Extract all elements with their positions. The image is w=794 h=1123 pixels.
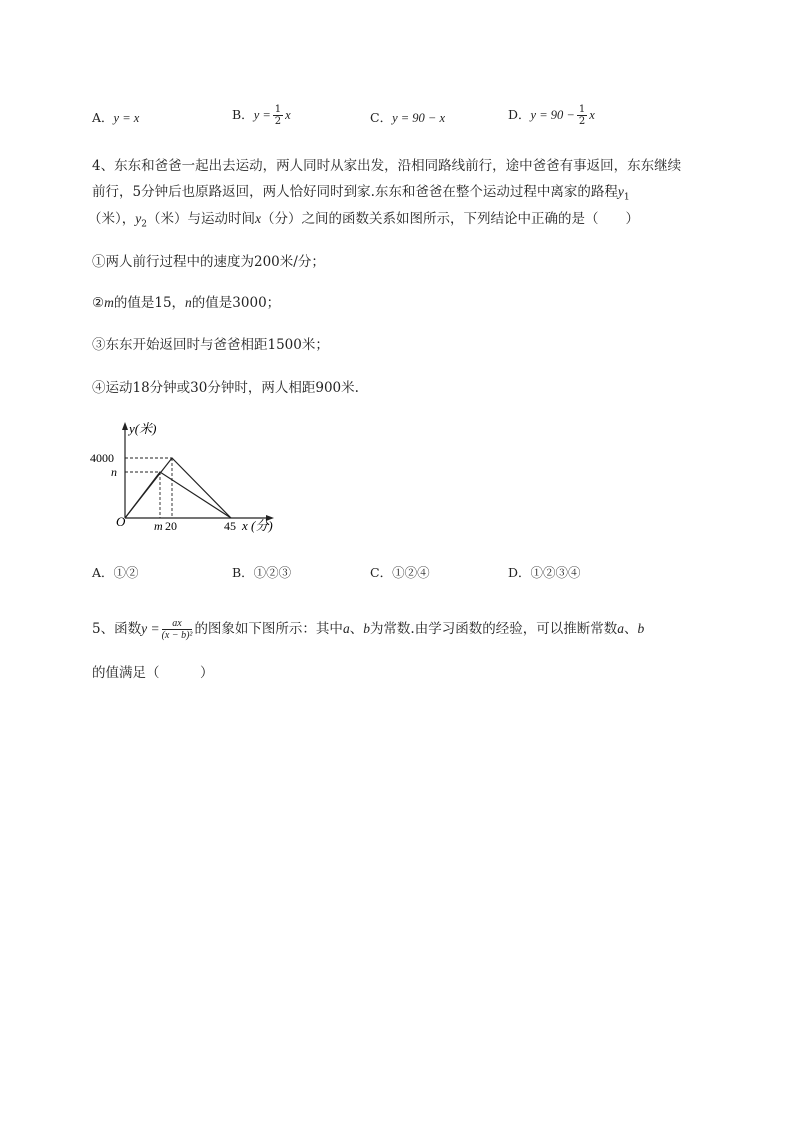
origin-label: O	[116, 514, 126, 529]
q3-option-c	[370, 108, 445, 126]
fraction-numerator: ax	[162, 618, 193, 630]
q4-option-a: A．①②	[92, 565, 139, 580]
option-expression-tail: x	[285, 108, 291, 122]
fraction	[273, 104, 283, 127]
var-m: m	[104, 295, 114, 310]
q4-stem-line-3	[88, 207, 728, 237]
option-expression: y = 90 − x	[392, 111, 446, 125]
x-axis-label: x (分)	[242, 518, 273, 533]
function-lhs: y =	[141, 621, 160, 636]
distance-time-graph	[84, 418, 294, 538]
dad-line	[125, 472, 231, 518]
tick-4000: 4000	[90, 451, 114, 465]
option-label: C．	[370, 110, 393, 125]
fraction-numerator: 1	[274, 104, 282, 115]
q4-statement-3: ③东东开始返回时与爸爸相距1500米；	[92, 337, 329, 353]
option-expression: y = 90 −	[530, 108, 575, 122]
q4-option-c: C．①②④	[370, 565, 430, 580]
option-label: D．	[508, 107, 531, 122]
subscript: 2	[141, 219, 147, 230]
var-b: b	[363, 621, 370, 636]
option-expression: y = x	[113, 111, 140, 125]
q5-text: 5、函数	[92, 621, 142, 637]
q4-stem-text: （分）之间的函数关系如图所示，下列结论中正确的是（ ）	[260, 211, 639, 227]
fraction-denominator: 2	[578, 116, 586, 127]
tick-m: m	[154, 519, 163, 533]
option-expression-tail: x	[589, 108, 595, 122]
q4-stem-text: （米），	[88, 211, 136, 227]
function-fraction	[162, 618, 193, 641]
q4-stem-line-2	[92, 180, 732, 210]
statement-text: 的值是15，	[113, 295, 186, 311]
q5-text: 为常数.由学习函数的经验，可以推断常数	[369, 621, 618, 637]
y-axis-label: y(米)	[129, 421, 157, 436]
q5-text: 、	[623, 621, 638, 637]
q4-statement-4: ④运动18分钟或30分钟时，两人相距900米.	[92, 380, 359, 396]
option-label: B．	[232, 107, 254, 122]
dongdong-line	[125, 458, 231, 518]
q4-stem-text: 前行，5分钟后也原路返回，两人恰好同时到家.东东和爸爸在整个运动过程中离家的路程	[92, 184, 618, 200]
q4-stem-line-1: 4、东东和爸爸一起出去运动，两人同时从家出发，沿相同路线前行，途中爸爸有事返回，东东继续	[92, 158, 682, 174]
option-label: A．	[92, 110, 114, 125]
q5-stem-line-2: 的值满足（ ）	[92, 665, 214, 681]
fraction-denominator: (x − b)²	[161, 630, 193, 641]
var-n: n	[185, 295, 192, 310]
fraction-denominator: 2	[274, 116, 282, 127]
q5-text: 、	[349, 621, 364, 637]
q5-stem-line-1	[92, 614, 732, 644]
var-b: b	[637, 621, 645, 636]
var-x: x	[254, 211, 261, 226]
q3-option-a	[92, 108, 139, 126]
q4-statement-2	[92, 291, 732, 315]
y-axis-arrow	[122, 422, 128, 430]
tick-45: 45	[224, 519, 236, 533]
q3-option-d	[508, 104, 595, 127]
var-a: a	[342, 621, 350, 636]
statement-text: 的值是3000；	[191, 295, 281, 311]
q4-option-b: B．①②③	[232, 565, 292, 580]
subscript: 1	[623, 192, 630, 203]
fraction	[577, 104, 587, 127]
option-expression: y =	[253, 108, 271, 122]
q4-stem-text: （米）与运动时间	[146, 211, 255, 227]
var-y1: y	[617, 184, 624, 199]
tick-20: 20	[165, 519, 177, 533]
circled-number: ②	[92, 295, 105, 311]
tick-n: n	[111, 465, 117, 479]
q5-text: 的图象如下图所示：其中	[194, 621, 343, 637]
q4-option-d: D．①②③④	[508, 565, 581, 580]
var-y2: y	[135, 211, 142, 226]
fraction-numerator: 1	[578, 104, 586, 115]
q4-statement-1: ①两人前行过程中的速度为200米/分；	[92, 254, 325, 270]
q3-option-b	[232, 104, 291, 127]
var-a: a	[617, 621, 624, 636]
